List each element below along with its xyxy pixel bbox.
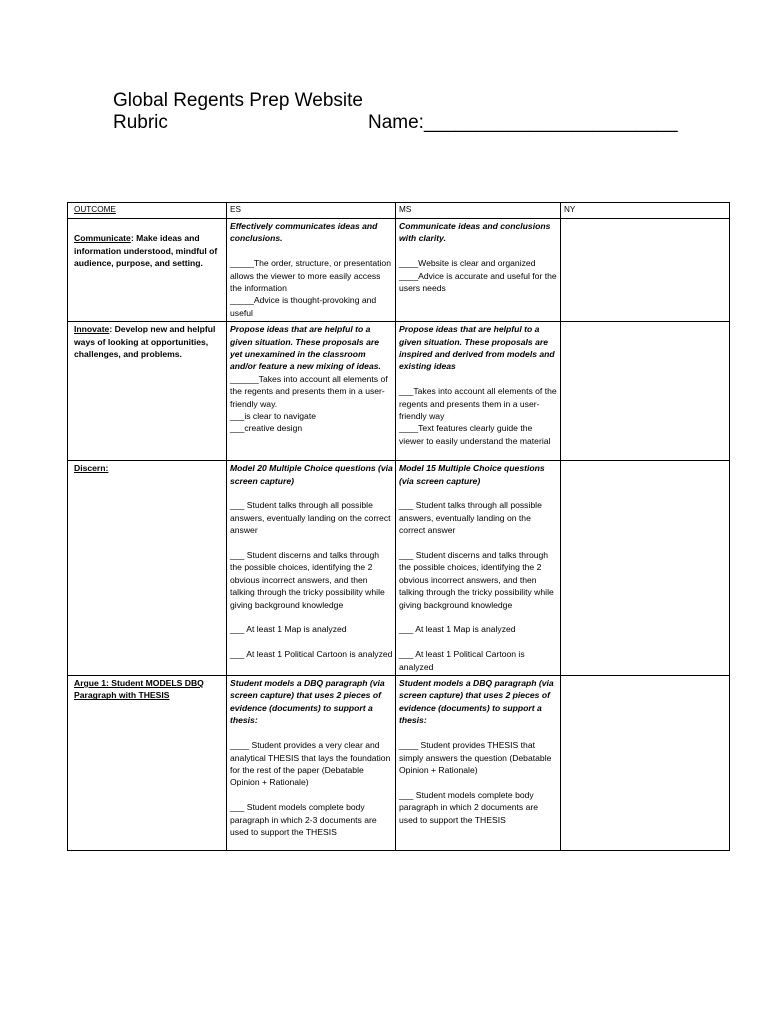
es-criterion: ____ Student provides a very clear and analytical THESIS that lays the foundation for the rest of the paper (Debatable Opinion + Rationale) <box>230 740 391 788</box>
es-intro: Propose ideas that are helpful to a given situation. These proposals are yet unexamined in the classroom and/or feature a new mixing of ideas. <box>230 324 381 372</box>
ms-cell <box>396 461 561 676</box>
ms-cell <box>396 219 561 322</box>
table-header-row <box>68 203 730 219</box>
es-cell <box>227 322 396 461</box>
outcome-name: Discern: <box>74 463 109 474</box>
es-criterion: ___is clear to navigate <box>230 411 316 422</box>
table-row <box>68 676 730 851</box>
ms-cell <box>396 322 561 461</box>
outcome-description: : Make ideas and information understood, mindful of audience, purpose, and setting. <box>74 233 218 269</box>
ny-cell <box>561 676 730 851</box>
es-criterion: ___ Student talks through all possible answers, eventually landing on the correct answer <box>230 500 391 536</box>
es-criterion: ___ At least 1 Map is analyzed <box>230 624 347 635</box>
column-header-outcome: OUTCOME <box>68 203 227 219</box>
ms-cell <box>396 676 561 851</box>
es-criterion: ___ Student discerns and talks through the possible choices, identifying the 2 obvious incorrect answers, and then talking through the tricky possibility while giving background knowledge <box>230 550 385 610</box>
es-criterion: _____The order, structure, or presentation allows the viewer to more easily access the information <box>230 258 391 294</box>
outcome-name: Argue 1: Student MODELS DBQ Paragraph with THESIS <box>74 678 204 701</box>
rubric-table <box>67 202 730 851</box>
ms-criterion: ____Advice is accurate and useful for the users needs <box>399 270 557 294</box>
es-cell <box>227 676 396 851</box>
outcome-cell <box>68 322 227 461</box>
ms-criterion: ____ Student provides THESIS that simply answers the question (Debatable Opinion + Rationale) <box>399 740 552 775</box>
ms-criterion: ___ At least 1 Map is analyzed <box>399 624 516 635</box>
outcome-cell <box>68 676 227 851</box>
ms-criterion: ____Website is clear and organized <box>399 258 536 269</box>
ms-criterion: ___ Student models complete body paragraph in which 2 documents are used to support the THESIS <box>399 789 539 825</box>
table-row <box>68 219 730 322</box>
ny-cell <box>561 219 730 322</box>
ms-criterion: ___ Student talks through all possible answers, eventually landing on the correct answer <box>399 500 542 536</box>
column-header-es: ES <box>227 203 396 219</box>
column-header-ny: NY <box>561 203 730 219</box>
outcome-cell <box>68 461 227 676</box>
outcome-cell <box>68 219 227 322</box>
ms-criterion: ___Takes into account all elements of the regents and presents them in a user-friendly way <box>399 386 557 422</box>
table-row <box>68 461 730 676</box>
es-criterion: _____Advice is thought-provoking and useful <box>230 295 377 318</box>
ms-criterion: ___ At least 1 Political Cartoon is analyzed <box>399 649 525 672</box>
outcome-name: Innovate <box>74 324 110 335</box>
es-criterion: ___creative design <box>230 423 303 434</box>
header-second-line <box>113 112 713 134</box>
ny-cell <box>561 322 730 461</box>
ms-criterion: ___ Student discerns and talks through the possible choices, identifying the 2 obvious incorrect answers, and then talking through the tricky possibility while giving background knowledge <box>399 550 554 610</box>
ms-intro: Model 15 Multiple Choice questions (via screen capture) <box>399 463 545 486</box>
es-criterion: ___ Student models complete body paragraph in which 2-3 documents are used to support the THESIS <box>230 802 377 837</box>
ms-criterion: ____Text features clearly guide the viewer to easily understand the material <box>399 423 551 446</box>
ms-intro: Communicate ideas and conclusions with clarity. <box>399 221 551 244</box>
es-intro: Effectively communicates ideas and conclusions. <box>230 221 378 244</box>
ny-cell <box>561 461 730 676</box>
column-header-ms: MS <box>396 203 561 219</box>
rubric-label: Rubric <box>113 112 168 133</box>
page-header <box>113 90 713 134</box>
table-row <box>68 322 730 461</box>
outcome-name: Communicate <box>74 233 131 244</box>
outcome-description: : Develop new and helpful ways of looking at opportunities, challenges, and problems. <box>74 324 216 360</box>
ms-intro: Propose ideas that are helpful to a given situation. These proposals are inspired and derived from models and existing ideas <box>399 324 555 372</box>
es-cell <box>227 461 396 676</box>
name-field: Name:________________________ <box>368 112 678 133</box>
es-intro: Student models a DBQ paragraph (via screen capture) that uses 2 pieces of evidence (documents) to support a thesis: <box>230 678 385 726</box>
es-criterion: ______Takes into account all elements of the regents and presents them in a user-friendly way. <box>230 373 388 409</box>
ms-intro: Student models a DBQ paragraph (via screen capture) that uses 2 pieces of evidence (documents) to support a thesis: <box>399 678 554 726</box>
es-intro: Model 20 Multiple Choice questions (via screen capture) <box>230 463 393 486</box>
es-cell <box>227 219 396 322</box>
document-title: Global Regents Prep Website <box>113 90 363 111</box>
es-criterion: ___ At least 1 Political Cartoon is analyzed <box>230 649 393 660</box>
